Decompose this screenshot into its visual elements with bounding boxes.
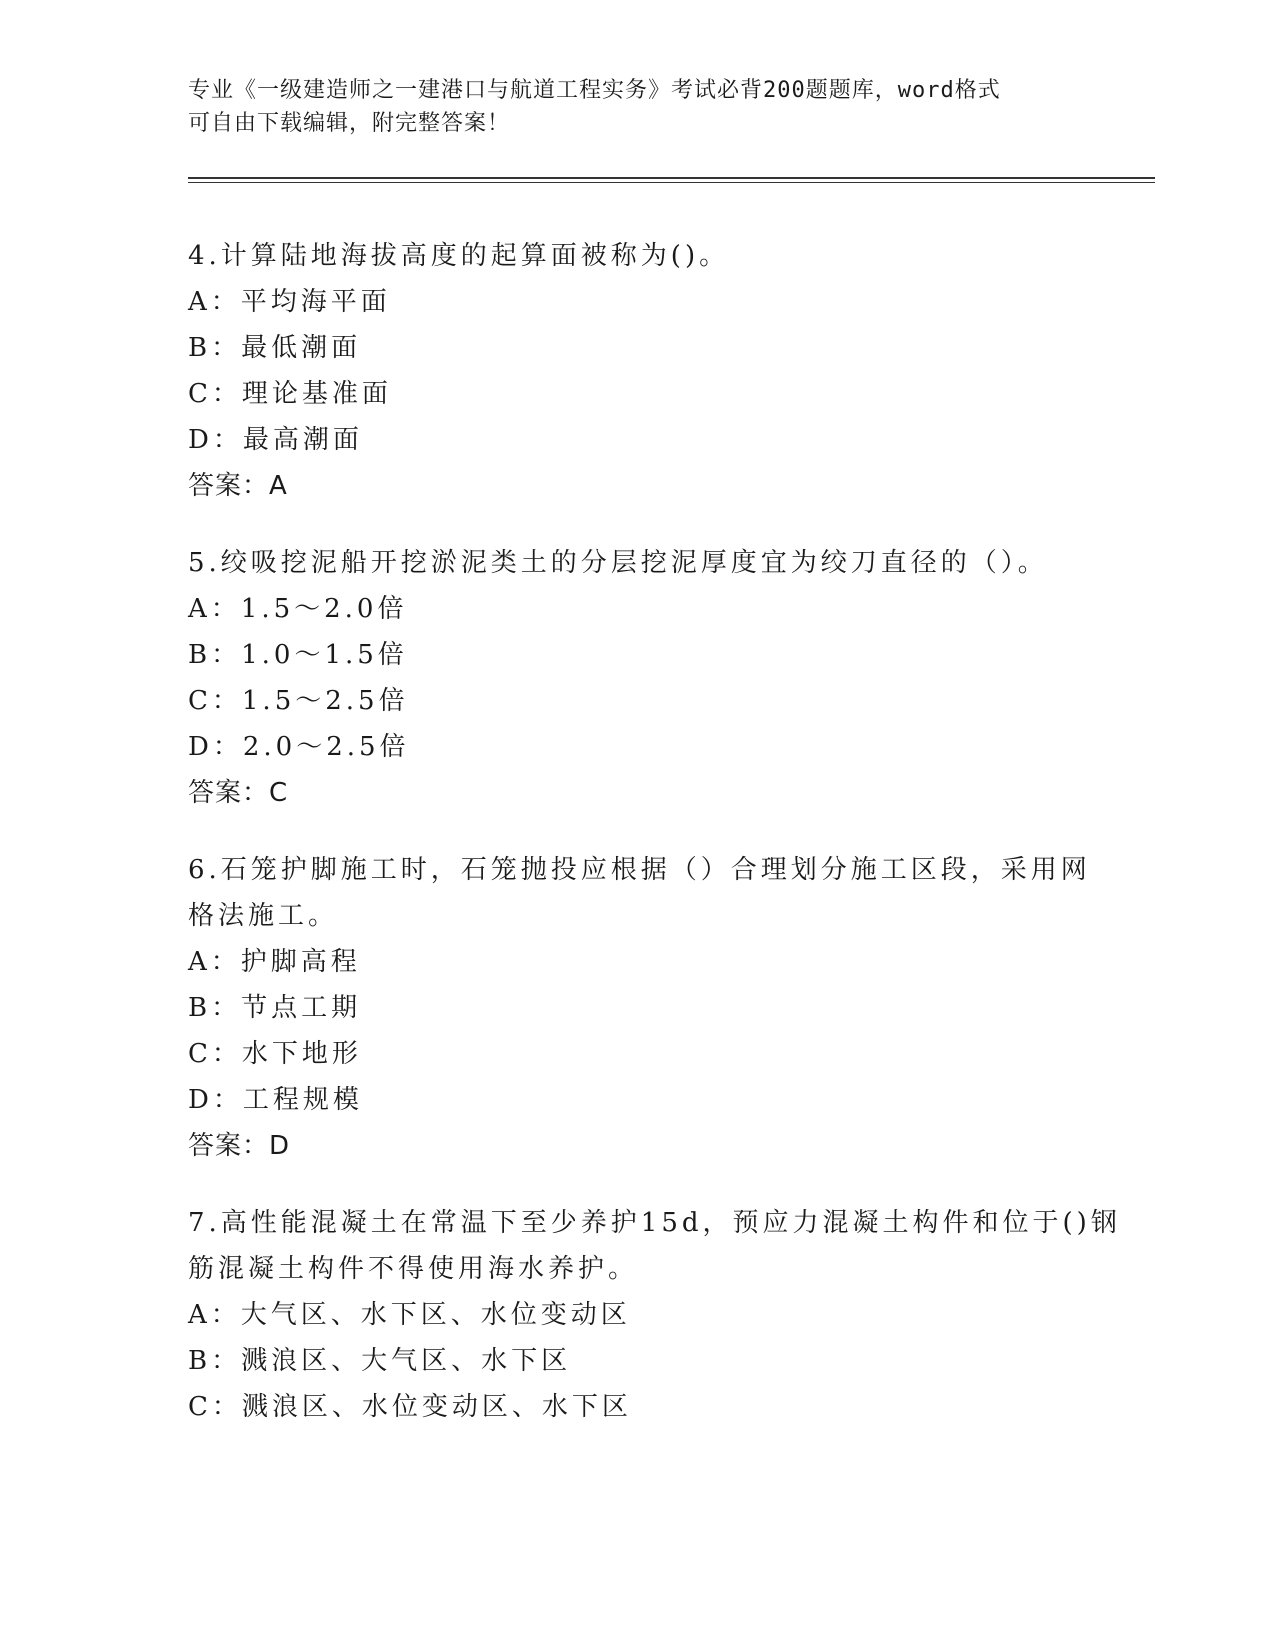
header-divider-thin (188, 182, 1155, 183)
option-d: D：工程规模 (188, 1085, 363, 1115)
question-text: 6.石笼护脚施工时，石笼抛投应根据（）合理划分施工区段，采用网 (188, 855, 1091, 885)
option-b: B：最低潮面 (188, 333, 362, 363)
option-c: C：溅浪区、水位变动区、水下区 (188, 1392, 632, 1422)
answer-line: 答案：D (188, 1131, 291, 1161)
option-c: C：1.5～2.5倍 (188, 686, 409, 716)
question-list (188, 233, 1121, 1461)
option-c: C：理论基准面 (188, 379, 392, 409)
header-divider-thick (188, 177, 1155, 179)
header-line-2: 可自由下载编辑，附完整答案！ (188, 111, 511, 136)
question-text-continued: 格法施工。 (188, 901, 339, 931)
question-6 (188, 847, 1091, 1169)
option-d: D：2.0～2.5倍 (188, 732, 410, 762)
option-a: A：护脚高程 (188, 947, 361, 977)
answer-line: 答案：A (188, 471, 288, 501)
question-5 (188, 540, 1088, 816)
option-a: A：1.5～2.0倍 (188, 594, 408, 624)
option-a: A：大气区、水下区、水位变动区 (188, 1300, 631, 1330)
option-a: A：平均海平面 (188, 287, 391, 317)
option-d: D：最高潮面 (188, 425, 363, 455)
question-text-continued: 筋混凝土构件不得使用海水养护。 (188, 1254, 639, 1284)
question-text: 7.高性能混凝土在常温下至少养护15d，预应力混凝土构件和位于()钢 (188, 1208, 1121, 1238)
question-7 (188, 1200, 1121, 1430)
header-line-1: 专业《一级建造师之一建港口与航道工程实务》考试必背200题题库，word格式 (188, 78, 1001, 103)
document-header (188, 74, 1088, 140)
question-text: 4.计算陆地海拔高度的起算面被称为()。 (188, 241, 730, 271)
question-text: 5.绞吸挖泥船开挖淤泥类土的分层挖泥厚度宜为绞刀直径的（）。 (188, 548, 1048, 578)
option-c: C：水下地形 (188, 1039, 362, 1069)
option-b: B：节点工期 (188, 993, 362, 1023)
answer-line: 答案：C (188, 778, 289, 808)
option-b: B：1.0～1.5倍 (188, 640, 408, 670)
option-b: B：溅浪区、大气区、水下区 (188, 1346, 572, 1376)
question-4 (188, 233, 1088, 509)
